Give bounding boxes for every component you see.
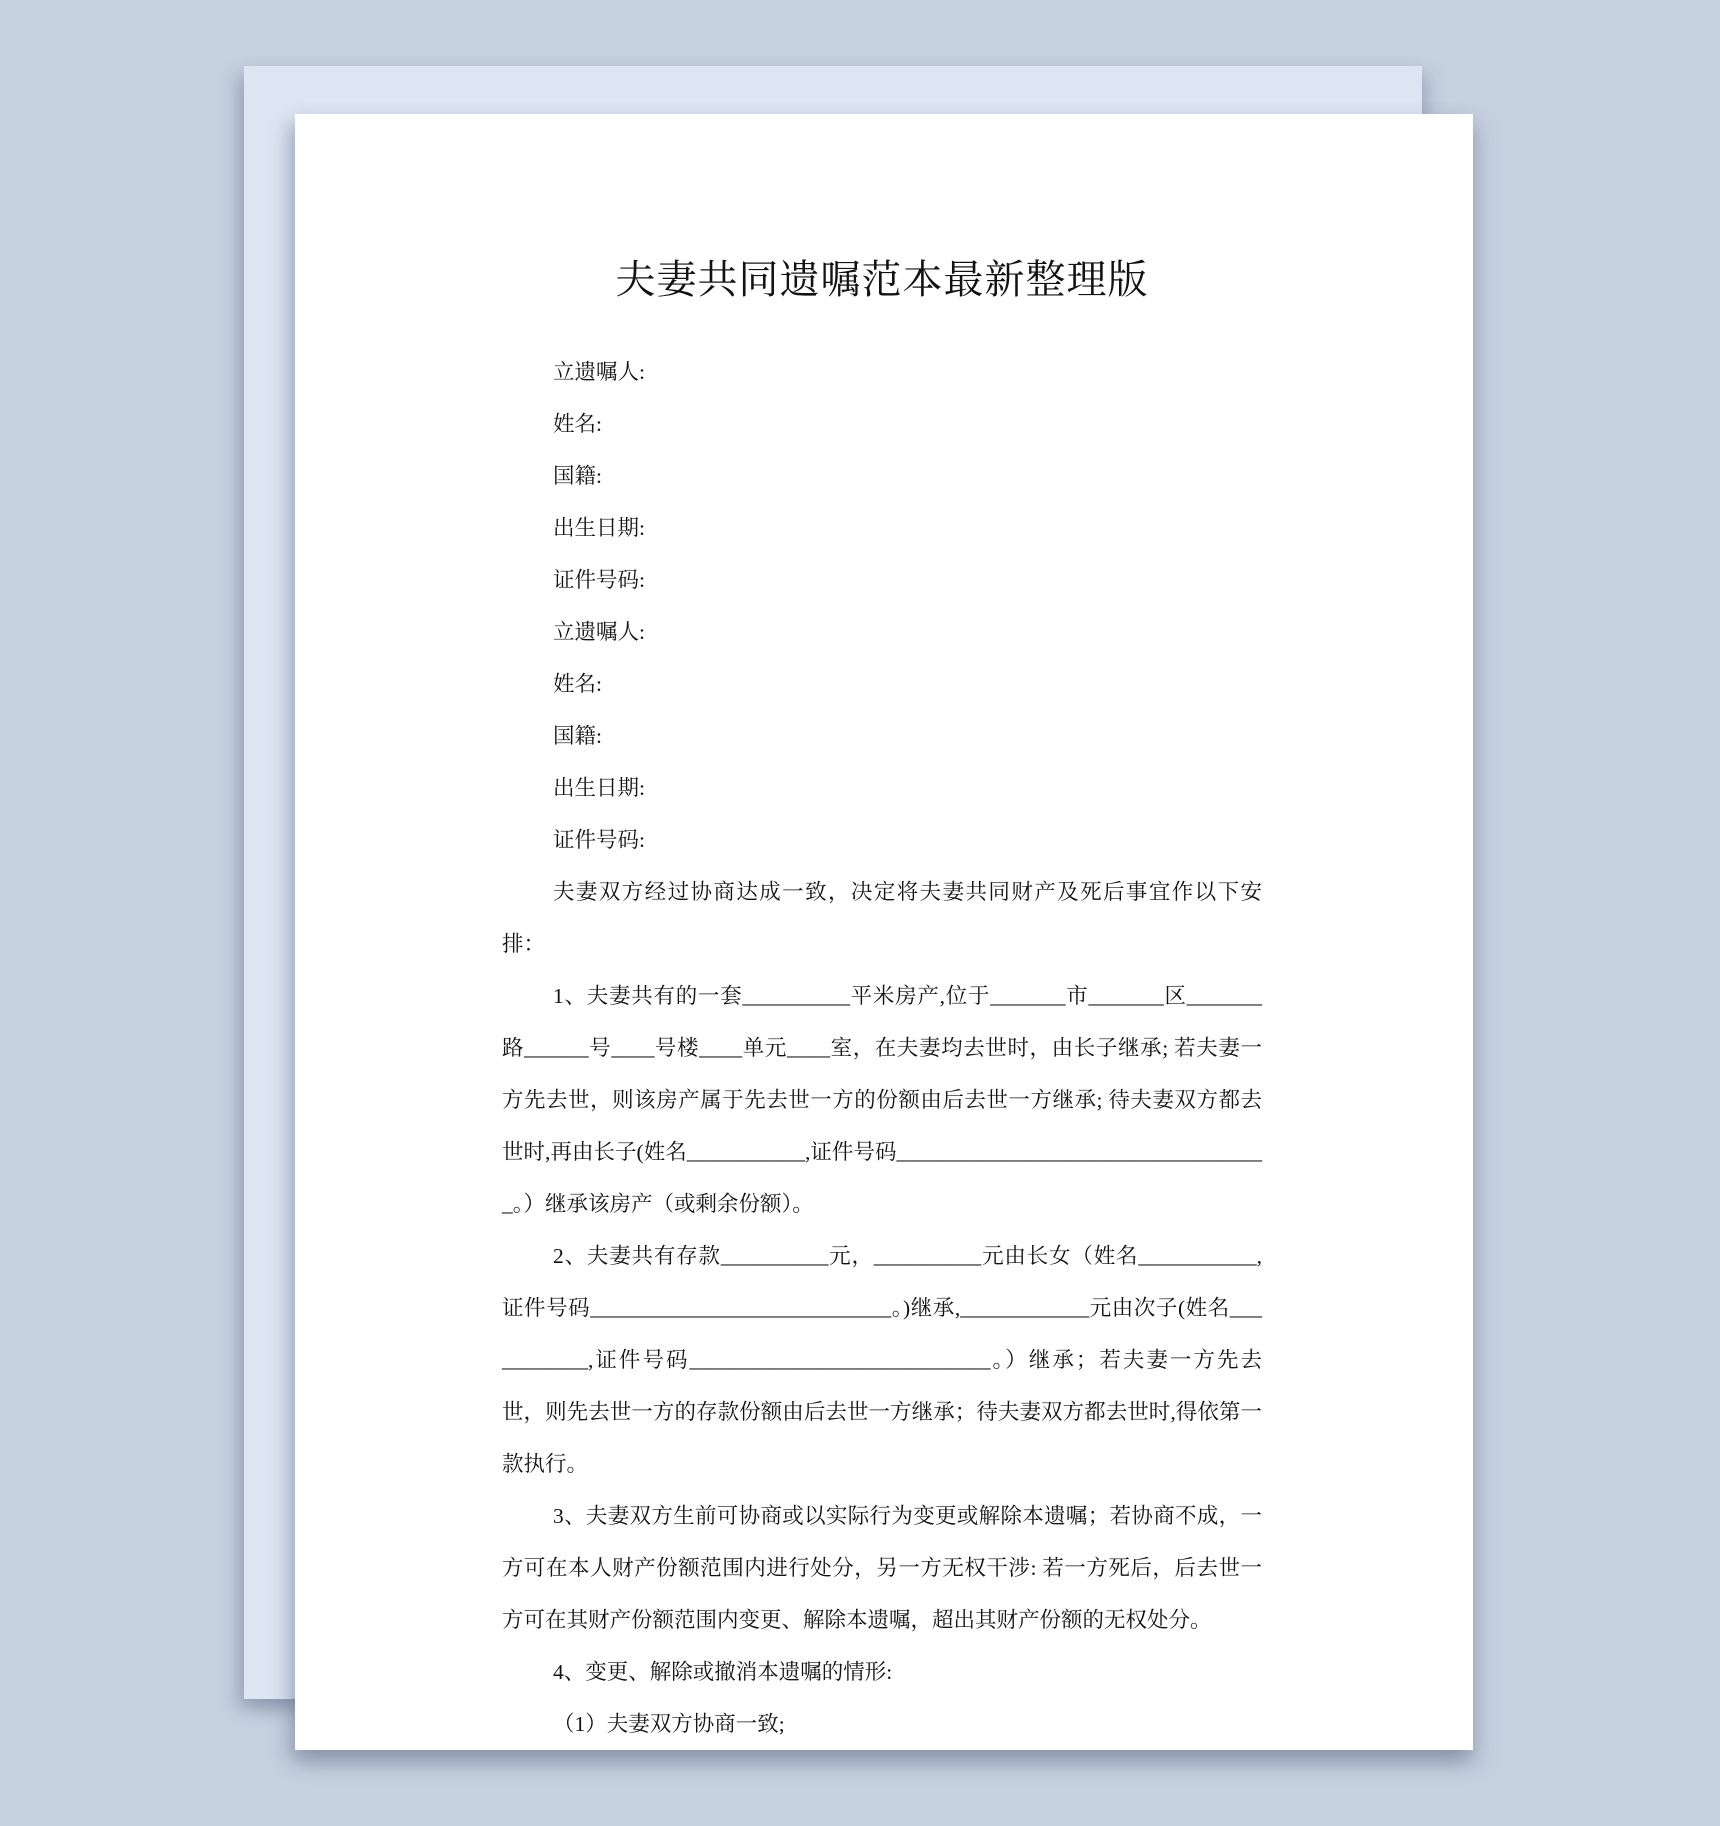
document-paragraph: 国籍:: [553, 464, 602, 488]
document-title: 夫妻共同遗嘱范本最新整理版: [615, 257, 1149, 302]
document-paragraph: 4、变更、解除或撤消本遗嘱的情形:: [553, 1660, 893, 1684]
document-paragraph: 姓名:: [553, 672, 602, 696]
document-paragraph: 2、夫妻共有存款__________元，__________元由长女（姓名___________,证件号码____________________________。)继承,____________元由次子(姓名___________,证件号码____________________________。）继承；若夫妻一方先去世，则先去世一方的存款份额由后去世一方继承；待夫妻双方都去世时,得依第一款执行。: [502, 1244, 1262, 1476]
document-paragraph: 出生日期:: [553, 776, 645, 800]
document-page: [295, 114, 1473, 1750]
document-body: [502, 346, 1262, 1750]
document-paragraph: 立遗嘱人:: [553, 360, 645, 384]
document-paragraph: 3、夫妻双方生前可协商或以实际行为变更或解除本遗嘱；若协商不成，一方可在本人财产份额范围内进行处分，另一方无权干涉: 若一方死后，后去世一方可在其财产份额范围内变更、解除本遗嘱，超出其财产份额的无权处分。: [502, 1504, 1262, 1632]
document-paragraph: （1）夫妻双方协商一致;: [553, 1712, 785, 1736]
document-paragraph: 立遗嘱人:: [553, 620, 645, 644]
document-paragraph: 1、夫妻共有的一套__________平米房产,位于_______市_______区_______路______号____号楼____单元____室，在夫妻均去世时，由长子继承; 若夫妻一方先去世，则该房产属于先去世一方的份额由后去世一方继承; 待夫妻双方都去世时,再由长子(姓名___________,证件号码___________________________________。）继承该房产（或剩余份额）。: [502, 984, 1262, 1216]
document-paragraph: 出生日期:: [553, 516, 645, 540]
document-paragraph: 夫妻双方经过协商达成一致，决定将夫妻共同财产及死后事宜作以下安排：: [502, 880, 1262, 956]
document-paragraph: 国籍:: [553, 724, 602, 748]
document-paragraph: 证件号码:: [553, 828, 645, 852]
document-paragraph: 证件号码:: [553, 568, 645, 592]
document-paragraph: 姓名:: [553, 412, 602, 436]
